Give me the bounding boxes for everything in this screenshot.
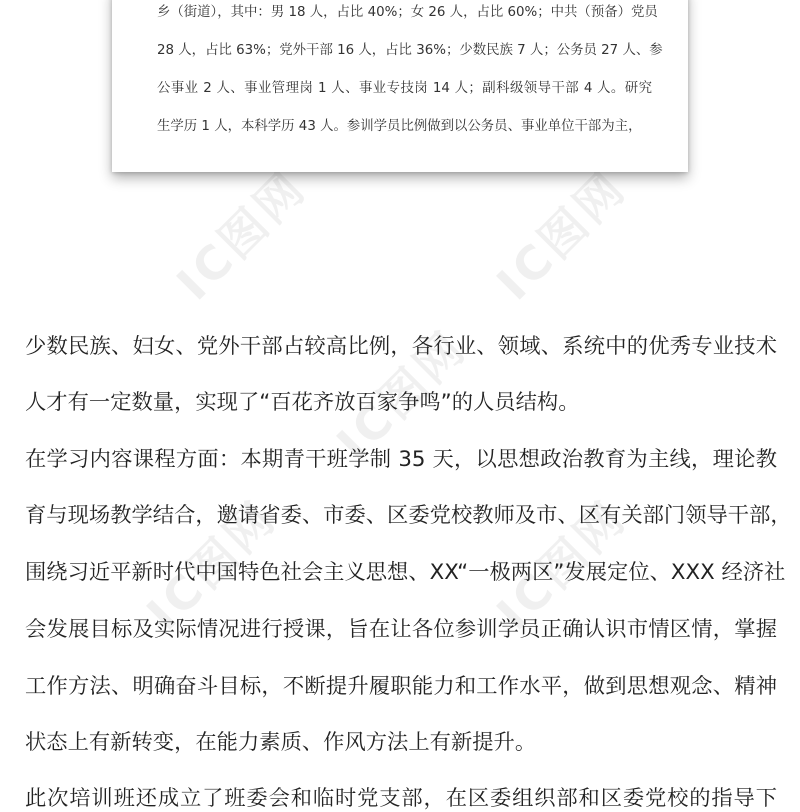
watermark-2: IC图网 [486, 159, 637, 311]
card-text-line: 生学历 1 人，本科学历 43 人。参训学员比例做到以公务员、事业单位干部为主， [157, 119, 642, 134]
body-text-line: 状态上有新转变，在能力素质、作风方法上有新提升。 [25, 730, 537, 755]
body-text-line: 会发展目标及实际情况进行授课，旨在让各位参训学员正确认识市情区情，掌握 [25, 617, 777, 642]
body-text-line: 工作方法、明确奋斗目标，不断提升履职能力和工作水平，做到思想观念、精神 [25, 674, 777, 699]
card-text-line: 28 人，占比 63%；党外干部 16 人，占比 36%；少数民族 7 人；公务员 27 人、参 [157, 43, 663, 58]
watermark-5: IC图网 [486, 489, 637, 641]
body-text-line: 少数民族、妇女、党外干部占较高比例，各行业、领域、系统中的优秀专业技术 [25, 334, 777, 359]
body-text-line: 此次培训班还成立了班委会和临时党支部，在区委组织部和区委党校的指导下 [25, 786, 777, 811]
watermark-3: IC图网 [326, 319, 477, 471]
card-text-line: 公事业 2 人、事业管理岗 1 人、事业专技岗 14 人；副科级领导干部 4 人。研究 [157, 81, 652, 96]
body-text-line: 育与现场教学结合，邀请省委、市委、区委党校教师及市、区有关部门领导干部， [25, 503, 792, 528]
document-page-card [112, 0, 688, 172]
body-text-line: 人才有一定数量，实现了“百花齐放百家争鸣”的人员结构。 [25, 390, 580, 415]
watermark-4: IC图网 [136, 489, 287, 641]
card-text-line: 乡（街道），其中：男 18 人，占比 40%；女 26 人，占比 60%；中共（预备）党员 [157, 5, 658, 20]
body-text-line: 在学习内容课程方面：本期青干班学制 35 天，以思想政治教育为主线，理论教 [25, 447, 777, 472]
body-text-line: 围绕习近平新时代中国特色社会主义思想、XX“一极两区”发展定位、XXX 经济社 [25, 560, 786, 585]
watermark-1: IC图网 [166, 159, 317, 311]
